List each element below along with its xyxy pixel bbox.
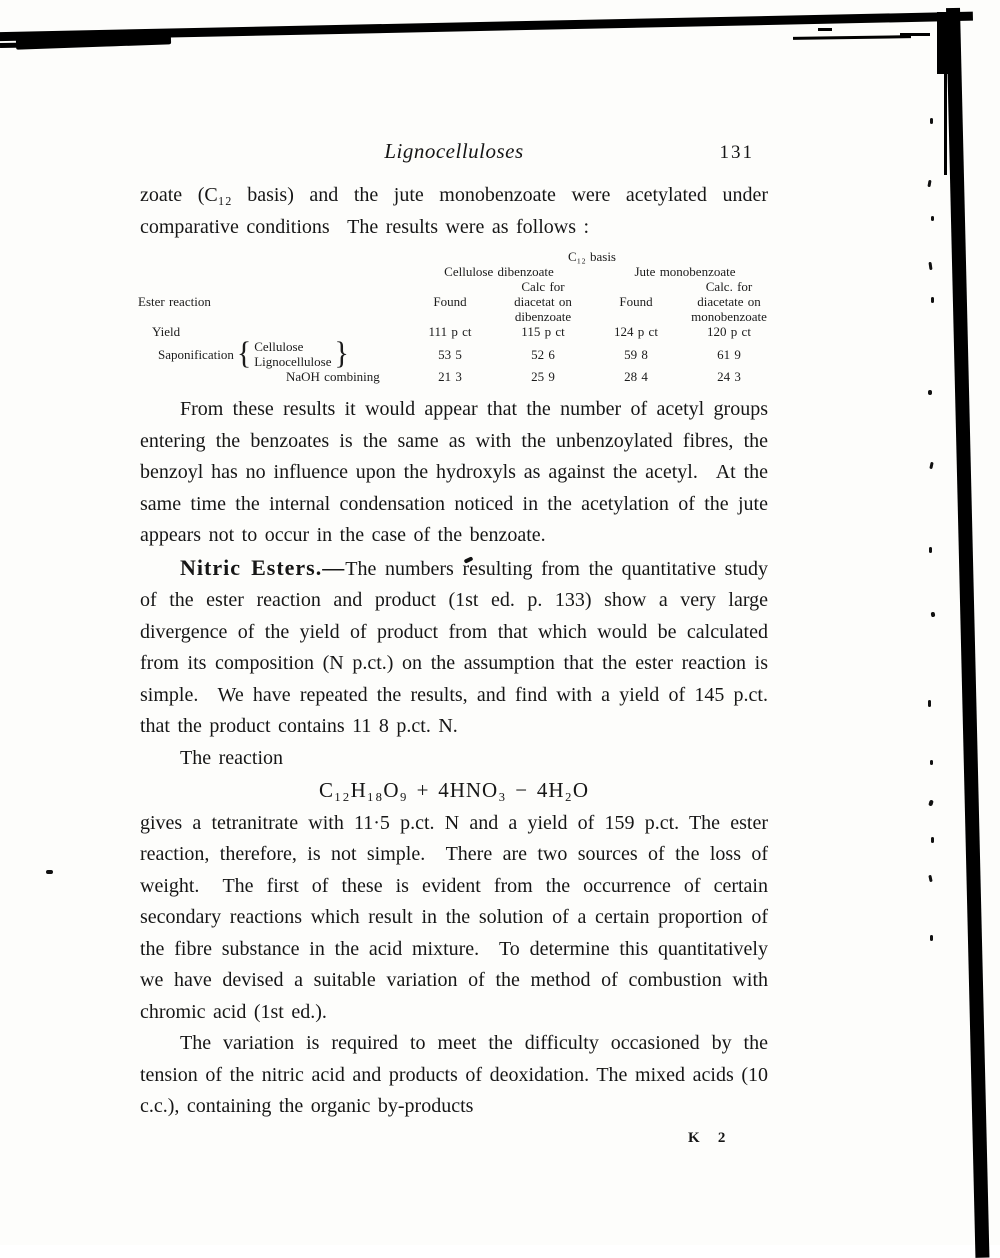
page-number: 131: [719, 142, 754, 163]
table-value: 111 p ct: [428, 324, 472, 339]
table-calc-for-label: Calc for: [521, 279, 565, 294]
saponification-item-lignocellulose: Lignocellulose: [254, 354, 332, 369]
chemical-equation: C₁₂H₁₈O₉ + 4HNO₃ − 4H₂O: [318, 778, 590, 802]
right-scan-bar: [946, 8, 989, 1258]
scan-speck: [930, 935, 933, 941]
paragraph-nitric-esters: [140, 552, 768, 743]
results-table: [138, 249, 778, 384]
table-col-header-dibenzoate: dibenzoate: [514, 309, 572, 324]
saponification-label: Saponification: [158, 346, 234, 362]
scan-speck: [931, 297, 934, 303]
gutter-line: [944, 70, 947, 175]
table-group-header-cellulose-dibenzoate: Cellulose dibenzoate: [444, 264, 554, 279]
scan-speck: [930, 118, 933, 124]
table-value: 120 p ct: [707, 324, 751, 339]
scan-speck: [928, 262, 932, 270]
table-row-label-naoh: NaOH combining: [286, 369, 380, 384]
paragraph-continuation: zoate (C₁₂ basis) and the jute monobenzoate were acetylated under comparative conditions The results were as follows :: [140, 184, 768, 238]
table-value: 59 8: [624, 346, 648, 362]
table-row-label-saponification: [138, 336, 406, 371]
scan-speck: [46, 870, 53, 874]
scan-speck: [928, 390, 932, 395]
table-value: 124 p ct: [614, 324, 658, 339]
scan-speck: [929, 547, 932, 553]
scan-speck: [928, 875, 932, 882]
page-body: [140, 136, 768, 1154]
brace-close: }: [334, 336, 349, 371]
scan-speck: [928, 700, 931, 707]
top-scan-tail: [0, 41, 120, 48]
top-scan-dash: [818, 28, 832, 31]
scan-speck: [928, 800, 934, 807]
table-col-header-found: Found: [433, 294, 467, 309]
scan-speck: [931, 612, 936, 618]
table-row-label-yield: Yield: [152, 324, 181, 339]
table-col-header-diacetate: diacetate on: [697, 294, 761, 309]
section-heading-nitric-esters: Nitric Esters.—: [180, 554, 346, 580]
running-title: Lignocelluloses: [384, 139, 524, 163]
page-header: [140, 136, 768, 170]
paragraph-tetranitrate: gives a tetranitrate with 11·5 p.ct. N and a yield of 159 p.ct. The ester reaction, therefore, is not simple. There are two sources of the loss of weight. The first of these is evident from the occurrence of certain secondary reactions which result in the solution of a certain proportion of the fibre substance in the acid mixture. To determine this quantitatively we have devised a suitable variation of the method of combustion with chromic acid (1st ed.).: [140, 811, 768, 1023]
nitric-esters-text: The numbers resulting from the quantitative study of the ester reaction and product (1st ed. p. 133) show a very large divergence of the yield of product from that which would be calculated from its composition (N p.ct.) on the assumption that the ester reaction is simple. We have repeated the results, and find with a yield of 145 p.ct. that the product contains 11 8 p.ct. N.: [140, 557, 768, 737]
scan-speck: [929, 462, 933, 469]
table-col-header-diacetate: diacetat on: [514, 294, 572, 309]
signature-mark: K 2: [688, 1129, 732, 1146]
table-row-group-label: Ester reaction: [138, 294, 211, 309]
table-col-header-found: Found: [619, 294, 653, 309]
table-value: 25 9: [531, 369, 555, 384]
reaction-intro-line: The reaction: [180, 746, 283, 769]
table-calc-for-label: Calc. for: [705, 279, 753, 294]
table-value: 115 p ct: [521, 324, 565, 339]
table-value: 28 4: [624, 369, 648, 384]
scan-speck: [931, 216, 934, 221]
saponification-items: [254, 339, 331, 369]
table-value: 61 9: [717, 346, 741, 362]
scan-speck: [927, 180, 931, 187]
table-basis-header: C₁₂ basis: [568, 249, 616, 264]
scan-speck: [931, 837, 934, 843]
top-scan-dash: [793, 35, 911, 40]
paragraph-variation: The variation is required to meet the difficulty occasioned by the tension of the nitric acid and products of deoxidation. The mixed acids (10 c.c.), containing the organic by-products: [140, 1032, 768, 1117]
saponification-item-cellulose: Cellulose: [254, 339, 304, 354]
table-value: 24 3: [717, 369, 741, 384]
table-value: 52 6: [531, 346, 555, 362]
scan-speck: [930, 760, 933, 765]
table-col-header-monobenzoate: monobenzoate: [691, 309, 767, 324]
table-group-header-jute-monobenzoate: Jute monobenzoate: [634, 264, 736, 279]
paragraph-results-discussion: From these results it would appear that the number of acetyl groups entering the benzoates is the same as with the unbenzoylated fibres, the benzoyl has no influence upon the hydroxyls as against the acetyl. At the same time the internal condensation noticed in the acetylation of the jute appears not to occur in the case of the benzoate.: [140, 398, 768, 546]
top-scan-dash: [900, 33, 930, 36]
brace-open: {: [236, 336, 252, 371]
table-value: 53 5: [438, 346, 462, 362]
table-value: 21 3: [438, 369, 462, 384]
